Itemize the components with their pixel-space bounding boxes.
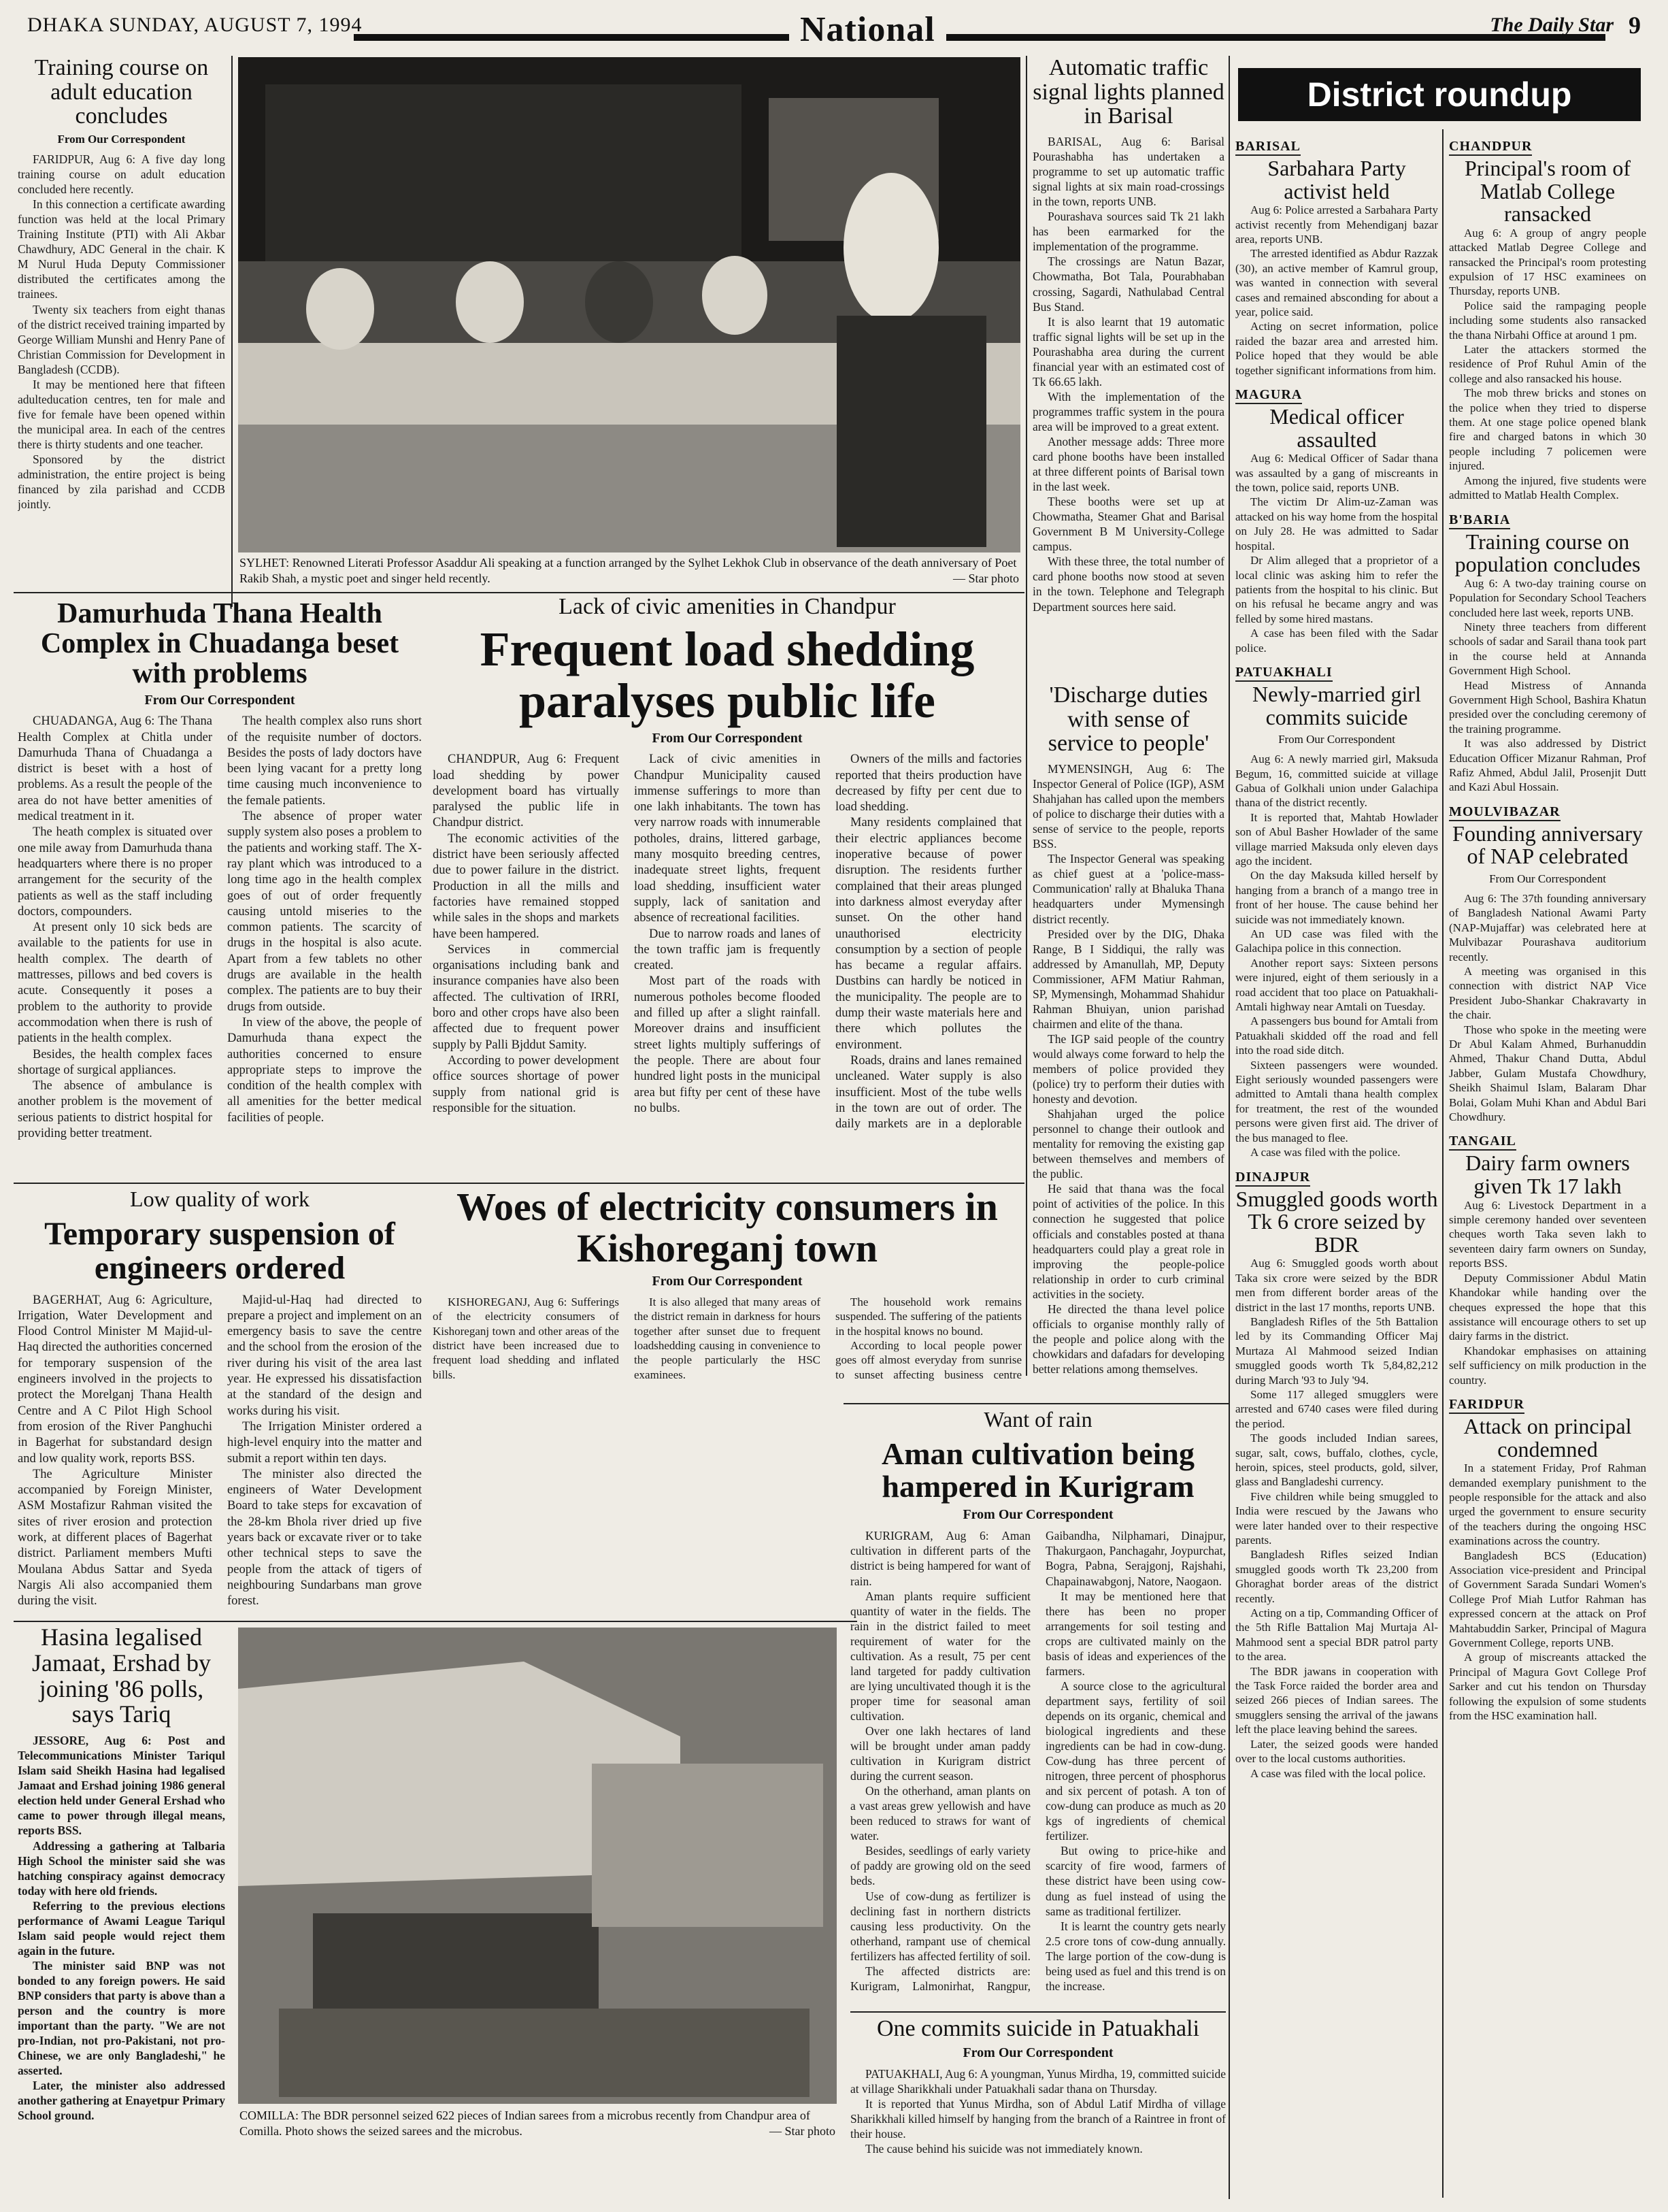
roundup-item-tangail (1449, 1124, 1646, 1387)
story-body (433, 752, 1022, 1146)
headline: Principal's room of Matlab College ransacked (1465, 156, 1631, 227)
byline: From Our Correspondent (1278, 733, 1395, 746)
column-rule (231, 56, 233, 607)
paragraph: The crossings are Natun Bazar, Chowmatha, Bot Tala, Pourabhaban crossing, Sagardi, Nathulabad Central Bus Stand. (1033, 254, 1224, 314)
story-body (1033, 761, 1224, 1376)
paragraph: On the day Maksuda killed herself by hanging from a branch of a mango tree in front of her house. The cause behind her suicide was not immediately known. (1235, 869, 1438, 926)
headline: Dairy farm owners given Tk 17 lakh (1465, 1151, 1630, 1199)
story-body (850, 1528, 1226, 2004)
headline: Training course on adult education concludes (34, 56, 209, 129)
place-label: PATUAKHALI (1235, 665, 1333, 682)
story-body (18, 1293, 422, 1613)
paragraph: Presided over by the DIG, Dhaka Range, B I Siddiqui, the rally was addressed by Amanullah, MP, Deputy Commissioner, AFM Matiur Rahman, SP, Mymensingh, Mohammad Shahidur Rahman Bhuiyan, union parishad chairmen and elite of the thana. (1033, 927, 1224, 1031)
paper-name: The Daily Star (1490, 14, 1614, 36)
story-body (18, 714, 422, 1163)
paragraph: Aug 6: Smuggled goods worth about Taka six crore were seized by the BDR men from different border areas of the district in the last 17 months, reports UNB. (1235, 1257, 1438, 1314)
paragraph: A case was filed with the local police. (1250, 1766, 1426, 1780)
column-rule (1229, 56, 1230, 2199)
paragraph: Pourashava sources said Tk 21 lakh has been earmarked for the implementation of the programme. (1033, 210, 1224, 254)
paragraph: These booths were set up at Chowmatha, Steamer Ghat and Barisal Government B M University-College campus. (1033, 495, 1224, 554)
paragraph: Twenty six teachers from eight thanas of the district received training imparted by George William Munshi and Henry Pane of Christian Commission for Development in Bangladesh (CCDB). (18, 302, 225, 376)
paragraph: A case was filed with the police. (1250, 1146, 1401, 1159)
paragraph: Bangladesh Rifles of the 5th Battalion led by its Commanding Officer Maj Murtaza Al Mahmood seized Indian smuggled goods worth Tk 5,84,82,212 during March '93 to July '94. (1235, 1315, 1438, 1387)
photo-illustration (238, 57, 1020, 552)
roundup-item-patuakhali (1235, 655, 1438, 1160)
section-name: National (789, 10, 946, 50)
kicker: Want of rain (984, 1407, 1092, 1432)
story-body (1449, 891, 1646, 1125)
page-number: 9 (1629, 12, 1641, 39)
paragraph: A case has been filed with the Sadar police. (1235, 627, 1438, 655)
place-label: MAGURA (1235, 387, 1302, 404)
paragraph: The BDR jawans in cooperation with the Task Force raided the border area and seized 266 pieces of Indian sarees. The smugglers sensing the arrival of the jawans left the place leaving behind the sarees. (1235, 1664, 1438, 1736)
paragraph: CHUADANGA, Aug 6: The Thana Health Complex at Chitla under Damurhuda Thana of Chuadanga a district is beset with a host of problems. As a result the people of the area do not have better amenities of medical treatment in it. (18, 714, 212, 824)
paragraph: The health complex also runs short of the requisite number of doctors. Besides the posts of lady doctors have been lying vacant for a pretty long time causing much inconvenience to the female patients. (227, 714, 422, 808)
roundup-item-moulvibazar (1449, 795, 1646, 1125)
paragraph: According to local people power goes off almost everyday from sunrise to sunset affecting business centre (835, 1339, 1022, 1381)
paragraph: Most part of the roads with numerous potholes become flooded and filled up after a slight rainfall. Moreover drains and insufficient street lights multiply sufferings of the people. There are about four hundred light posts in the municipal area but fifty per cent of these have no bulbs. (634, 974, 820, 1115)
paragraph: Lack of civic amenities in Chandpur Municipality caused immense sufferings to more than one lakh inhabitants. The town has very narrow roads with innumerable potholes, drains, littered garbage, many mosquito breeding centres, inadequate street lights, frequent load shedding, insufficient water supply, lack of sanitation and absence of recreational facilities. (634, 753, 820, 925)
comilla-photo-caption (239, 2108, 835, 2139)
paragraph: Majid-ul-Haq had directed to prepare a project and implement on an emergency basis to save the centre and the school from the erosion of the river during his visit of the area last year. He expressed his dissatisfaction at the standard of the design and works during his visit. (227, 1293, 422, 1418)
story-body (1449, 1461, 1646, 1723)
paragraph: Aug 6: A group of angry people attacked Matlab Degree College and ransacked the Principal's room protesting expulsion of 17 HSC examinees on Thursday, reports UNB. (1449, 226, 1646, 298)
paragraph: The Irrigation Minister ordered a high-level enquiry into the matter and submit a report within ten days. (227, 1419, 422, 1466)
headline: Training course on population concludes (1454, 529, 1641, 577)
paragraph: Besides, seedlings of early variety of paddy are growing old on the seed beds. (850, 1844, 1031, 1888)
district-roundup-right-column (1449, 129, 1646, 2198)
paragraph: The IGP said people of the country would always come forward to help the members of police provided they (police) try to perform their duties with honesty and devotion. (1033, 1031, 1224, 1106)
comilla-photo (238, 1628, 837, 2104)
paragraph: KISHOREGANJ, Aug 6: Sufferings of the electricity consumers of Kishoreganj town and other areas of the district have been increased due to frequent load shedding and inflated bills. (433, 1295, 619, 1381)
place-label: DINAJPUR (1235, 1170, 1310, 1187)
story-kurigram (850, 1407, 1226, 2196)
paragraph: JESSORE, Aug 6: Post and Telecommunications Minister Tariqul Islam said Sheikh Hasina had legalised Jamaat and Ershad joining 1986 general election held under General Ershad who came to power through illegal means, reports BSS. (18, 1734, 225, 1838)
headline: Automatic traffic signal lights planned in Barisal (1033, 56, 1224, 129)
paragraph: The absence of proper water supply system also poses a problem to the patients and working staff. The X-ray plant which was introduced to a long time ago in the health complex goes of out of order frequently causing untold miseries to the common patients. The scarcity of drugs in the hospital is also acute. Apart from a few tablets no other drugs are available in the health complex. The patients are to buy their drugs from outside. (227, 810, 422, 1014)
story-patuakhali-suicide (850, 2011, 1226, 2156)
story-body (1033, 134, 1224, 614)
row-rule (844, 1403, 1229, 1404)
story-body (1449, 576, 1646, 795)
paragraph: The economic activities of the district have been seriously affected due to power failure in the district. Production in all the mills and factories have remained stopped while sales in the shops and markets have been hampered. (433, 831, 619, 941)
paragraph: A meeting was organised in this connection with district NAP Vice President Jubo-Shankar Chakravarty in the chair. (1449, 965, 1646, 1022)
headline: Founding anniversary of NAP celebrated (1452, 821, 1643, 869)
paragraph: He directed the thana level police officials to organise monthly rally of the people and police along with the chowkidars and dafadars for developing better relations among themselves. (1033, 1302, 1224, 1376)
roundup-item-barisal (1235, 129, 1438, 378)
sylhet-photo-caption (239, 555, 1019, 586)
paragraph: It was also addressed by District Education Officer Mizanur Rahman, Prof Rafiz Ahmed, Abdul Jalil, Prosenjit Dutt and Kazi Abul Hossain. (1449, 737, 1646, 794)
photo-credit: — Star photo (953, 571, 1019, 585)
district-roundup-left-column (1235, 129, 1438, 2198)
roundup-item-magura (1235, 378, 1438, 655)
paragraph: Use of cow-dung as fertilizer is declining fast in northern districts causing less productivity. On the otherhand, rampant use of chemical fertilizers has affected fertility of soil. (850, 1889, 1031, 1963)
paragraph: Another report says: Sixteen persons were injured, eight of them seriously in a road accident that too place on Patuakhali-Amtali highway near Amtali on Tuesday. (1235, 956, 1438, 1014)
story-body (1235, 752, 1438, 1159)
paragraph: Aug 6: A newly married girl, Maksuda Begum, 16, committed suicide at village Gabua of Golkhali union under Galachipa thana of the district recently. (1235, 753, 1438, 810)
paragraph: Another message adds: Three more card phone booths have been installed at three different points of Barisal town in the last week. (1033, 435, 1224, 494)
paragraph: The goods included Indian sarees, sugar, salt, cows, buffalo, clothes, cycle, heroin, spices, steel products, gold, silver, glass and Bangladeshi currency. (1235, 1432, 1438, 1489)
story-body (18, 1733, 225, 2123)
column-rule (1026, 56, 1027, 1376)
paragraph: It is learnt the country gets nearly 2.5 crore tons of cow-dung annually. The large portion of the cow-dung is being used as fuel and this trend is on the increase. (1046, 1919, 1226, 1993)
paragraph: Many residents complained that their electric appliances become inoperative because of power disruption. The residents further complained that their areas plunged into darkness almost everyday after sunset. On the other hand unauthorised electricity consumption by a section of people has became a regular affairs. Dustbins can hardly be noticed in the municipality. The people are to dump their waste materials here and there which pollutes the environment. (835, 816, 1022, 1052)
place-label: BARISAL (1235, 139, 1301, 156)
paragraph: In this connection a certificate awarding function was held at the local Primary Training Institute (PTI) with Ali Akbar Chawdhury, ADC General in the chair. K M Nurul Huda Deputy Commissioner distributed the certificates among the trainees. (18, 197, 225, 301)
headline: Attack on principal condemned (1463, 1413, 1632, 1462)
paragraph: At present only 10 sick beds are available to the patients for use in health complex. The dearth of mattresses, pillows and bed covers is acute. Consequently it poses a problem to the authority to provide accommodation when there is rush of patients in the health complex. (18, 921, 212, 1046)
paragraph: The affected districts are: Kurigram, Lalmonirhat, Rangpur, Gaibandha, Nilphamari, Dinajpur, Thakurgaon, Panchagahr, Joypurchat, Bogra, Pabna, Serajgonj, Rajshahi, Chapainawabgonj, Natore, Naogaon. (850, 1529, 1226, 1993)
paragraph: Aug 6: Livestock Department in a simple ceremony handed over seventeen cheques worth Taka seven lakh to seventeen dairy farm owners on Sunday, reports BSS. (1449, 1198, 1646, 1270)
paragraph: Bangladesh BCS (Education) Association vice-president and Principal of Government Sarada Sundari Women's College Prof Miah Lutfor Rahman has expressed concern at the attack on Prof Mahtabuddin Sarker, Principal of Magura Government College, reports UNB. (1449, 1549, 1646, 1649)
paragraph: Besides, the health complex faces shortage of surgical appliances. (18, 1047, 212, 1077)
place-label: TANGAIL (1449, 1134, 1516, 1151)
byline: From Our Correspondent (57, 133, 186, 146)
caption-text: SYLHET: Renowned Literati Professor Asaddur Ali speaking at a function arranged by the Sylhet Lekhok Club in observance of the death anniversary of Poet Rakib Shah, a mystic poet and singer held recently. (239, 556, 1017, 585)
paragraph: Aug 6: Police arrested a Sarbahara Party activist recently from Mehendiganj bazar area, reports UNB. (1235, 203, 1438, 246)
roundup-item-chandpur (1449, 129, 1646, 503)
story-adult-education (18, 56, 225, 593)
paragraph: It may be mentioned here that fifteen adulteducation centres, ten for male and five for female have been opened within the municipal area. In each of the centres there is thirty students and one teacher. (18, 377, 225, 451)
paragraph: According to power development office sources shortage of power supply from national grid is responsible for the situation. (433, 1053, 619, 1115)
paragraph: Deputy Commissioner Abdul Matin Khandokar while handing over the cheques expressed the hope that this assistance will encourage others to set up dairy farms in the district. (1449, 1271, 1646, 1343)
caption-text: COMILLA: The BDR personnel seized 622 pieces of Indian sarees from a microbus recently from Chandpur area of Comilla. Photo shows the seized sarees and the microbus. (239, 2109, 810, 2138)
paragraph: Aug 6: The 37th founding anniversary of Bangladesh National Awami Party (NAP-Mujaffar) was celebrated here at Mulvibazar Pourashava auditorium recently. (1449, 891, 1646, 963)
paragraph: Khandokar emphasises on attaining self sufficiency on milk production in the country. (1449, 1344, 1646, 1387)
story-discharge-duties (1033, 683, 1224, 1398)
paragraph: Services in commercial organisations including bank and insurance companies have also been affected. The cultivation of IRRI, boro and other crops have also been affected due to frequent power supply by Palli Bjddut Samity. (433, 942, 619, 1052)
paragraph: A passengers bus bound for Amtali from Patuakhali skidded off the road and fell into the road side ditch. (1235, 1014, 1438, 1057)
paragraph: Five children while being smuggled to India were rescued by the Jawans who were later handed over to their respective parents. (1235, 1489, 1438, 1547)
paragraph: Aug 6: Medical Officer of Sadar thana was assaulted by a gang of miscreants in the town, police said, reports UNB. (1235, 452, 1438, 495)
row-rule (14, 1183, 1024, 1184)
paragraph: CHANDPUR, Aug 6: Frequent load shedding by power development board has virtually paralysed the public life in Chandpur district. (433, 753, 619, 830)
photo-credit: — Star photo (769, 2124, 835, 2138)
paragraph: The Agriculture Minister accompanied by Foreign Minister, ASM Mostafizur Rahman visited the sites of river erosion and protection work, at different places of Bagerhat district. Parliament members Mufti Moulana Abdus Sattar and Syeda Nargis Ali also accompanied them during the visit. (18, 1467, 212, 1608)
paragraph: On the otherhand, aman plants on a vast areas grew yellowish and have been reduced to straws for want of water. (850, 1784, 1031, 1843)
paragraph: A group of miscreants attacked the Principal of Magura Govt College Prof Sarker and cut his tendon on Thursday following the expulsion of some students from the HSC examination hall. (1449, 1651, 1646, 1723)
paragraph: It is reported that, Mahtab Howlader son of Abul Basher Howlader of the same village married Maksuda only eleven days ago the incident. (1235, 810, 1438, 868)
paragraph: The cause behind his suicide was not immediately known. (865, 2142, 1143, 2156)
byline: From Our Correspondent (963, 2045, 1114, 2061)
headline: Hasina legalised Jamaat, Ershad by joining '86 polls, says Tariq (32, 1625, 211, 1728)
byline: From Our Correspondent (652, 1273, 803, 1289)
paragraph: Acting on secret information, police raided the bazar area and arrested him. Police hoped that they would be able together significant informations from him. (1235, 320, 1438, 377)
paragraph: The minister said BNP was not bonded to any foreign powers. He said BNP considers that party is above than a person and the country is more important than the party. "We are not pro-Indian, not pro-Pakistani, not pro-Chinese, we are only Bangladeshi," he asserted. (18, 1958, 225, 2078)
story-body (1235, 451, 1438, 655)
paragraph: Head Mistress of Annanda Government High School, Bashira Khatun presided over the concluding ceremony of the training programme. (1449, 678, 1646, 736)
headline: Woes of electricity consumers in Kishoreganj town (456, 1187, 998, 1270)
story-barisal-traffic (1033, 56, 1224, 668)
paragraph: It is also learnt that 19 automatic traffic signal lights will be set up in the Pourashabha area during the current financial year with an estimated cost of Tk 66.65 lakh. (1033, 314, 1224, 389)
paragraph: BAGERHAT, Aug 6: Agriculture, Irrigation, Water Development and Flood Control Minister M Majid-ul-Haq directed the authorities concerned for temporary suspension of the engineers involved in the projects to protect the Morelganj Thana Health Centre and A C Pilot High School from erosion of the River Panghuchi in Bagerhat for substandard design and low quality work, reports BSS. (18, 1293, 212, 1466)
paragraph: It may be mentioned here that there has been no proper arrangements for soil testing and crops are cultivated mainly on the basis of ideas and experiences of the farmers. (1046, 1589, 1226, 1678)
paragraph: Owners of the mills and factories reported that theirs production have decreased by fifty per cent due to load shedding. (835, 753, 1022, 814)
headline: Newly-married girl commits suicide (1252, 681, 1421, 729)
roundup-item-bbaria (1449, 503, 1646, 795)
paragraph: Over one lakh hectares of land will be brought under aman paddy cultivation in Kurigram district during the current season. (850, 1724, 1031, 1783)
column-rule (1442, 129, 1444, 2198)
paragraph: Aman plants require sufficient quantity of water in the fields. The rain in the district failed to meet requirement of water for the cultivation. As a result, 75 per cent land targeted for paddy cultivation are lying uncultivated though it is the proper time for seasonal aman cultivation. (850, 1589, 1031, 1723)
paragraph: Dr Alim alleged that a proprietor of a local clinic was asking him to refer the patients from the hospital to his clinic. But on his refusal he became angry and was felled by some hired mastans. (1235, 554, 1438, 625)
paragraph: He said that thana was the focal point of activities of the police. In this connection he suggested that police officials and constables posted at thana headquarters could play a great role in improving the people-police relationship in order to curb criminal activities in the society. (1033, 1182, 1224, 1301)
story-body (850, 2066, 1226, 2156)
masthead (27, 10, 1641, 53)
kicker: Lack of civic amenities in Chandpur (558, 594, 896, 619)
paragraph: Later, the minister also addressed another gathering at Enayetpur Primary School ground. (18, 2079, 225, 2123)
place-label: FARIDPUR (1449, 1397, 1524, 1414)
dateline: DHAKA SUNDAY, AUGUST 7, 1994 (27, 14, 363, 36)
paragraph: The heath complex is situated over one mile away from Damurhuda thana headquarters where there is no proper arrangement for the security of the patients as well as the staff including doctors, compounders. (18, 825, 212, 919)
headline: Temporary suspension of engineers ordered (44, 1215, 395, 1287)
paragraph: Roads, drains and lanes remained uncleaned. Water supply is also insufficient. Most of the tube wells in the town are out of order. The daily markets are in a deplorable (835, 1053, 1022, 1132)
story-body (1449, 1198, 1646, 1387)
paragraph: KURIGRAM, Aug 6: Aman cultivation in different parts of the district is being hampered for want of rain. (850, 1529, 1031, 1588)
place-label: MOULVIBAZAR (1449, 804, 1561, 821)
headline: One commits suicide in Patuakhali (876, 2016, 1200, 2042)
byline: From Our Correspondent (963, 1507, 1114, 1523)
paragraph: But owing to price-hike and scarcity of fire wood, farmers of these district have been using cow-dung as fuel instead of using the same as traditional fertilizer. (1046, 1844, 1226, 1918)
roundup-item-faridpur (1449, 1387, 1646, 1723)
byline: From Our Correspondent (1489, 872, 1606, 885)
paragraph: Police said the rampaging people including some students also ransacked the thana Nirbahi Office at around 1 pm. (1449, 299, 1646, 342)
paragraph: Sixteen passengers were wounded. Eight seriously wounded passengers were admitted to Amtali thana health complex for treatment, the rest of the wounded persons were given first aid. The driver of the bus managed to flee. (1235, 1058, 1438, 1144)
paragraph: In view of the above, the people of Damurhuda thana expect the authorities concerned to ensure appropriate steps to improve the condition of the health complex with all amenities for the better medical facilities of people. (227, 1015, 422, 1125)
paragraph: It is reported that Yunus Mirdha, son of Abdul Latif Mirdha of village Sharikkhali killed himself by hanging from the branch of a Raintree in front of their house. (850, 2097, 1226, 2141)
story-body (1235, 1256, 1438, 1781)
paragraph: In a statement Friday, Prof Rahman demanded exemplary punishment to the people responsible for the attack and also urged the government to ensure security of the teachers during the ongoing HSC examinations across the country. (1449, 1462, 1646, 1548)
paragraph: The household work remains suspended. The suffering of the patients in the hospital knows no bound. (835, 1295, 1022, 1338)
paragraph: Ninety three teachers from different schools of sadar and Sarail thana took part in the course held at Annanda Government High School. (1449, 620, 1646, 678)
story-kishoreganj (433, 1187, 1022, 1398)
paragraph: Some 117 alleged smugglers were arrested and 6740 cases were filed during the period. (1235, 1387, 1438, 1430)
story-body (433, 1295, 1022, 1397)
paragraph: Sponsored by the district administration, the entire project is being financed by zila parishad and CCDB jointly. (18, 452, 225, 512)
paragraph: An UD case was filed with the Galachipa police in this connection. (1235, 927, 1438, 955)
paragraph: Aug 6: A two-day training course on Population for Secondary School Teachers concluded here last week, reports UNB. (1449, 576, 1646, 619)
story-body (18, 152, 225, 512)
paragraph: BARISAL, Aug 6: Barisal Pourashabha has undertaken a programme to set up automatic traffic signal lights at six main road-crossings in the town, reports UNB. (1033, 135, 1224, 209)
paragraph: Those who spoke in the meeting were Dr Abul Kalam Ahmed, Burhanuddin Ahmed, Thakur Chand Dutta, Abdul Jabber, Gulam Mustafa Chowdhury, Sheikh Shaimul Islam, Balaram Dhar Bolai, Golam Muhi Khan and Abdul Bari Chowdhury. (1449, 1023, 1646, 1124)
story-damurhuda (18, 599, 422, 1177)
sylhet-photo (238, 57, 1020, 552)
paragraph: A source close to the agricultural department says, fertility of soil depends on its organic, chemical and biological ingredients and these ingredients can be had in cow-dung. Cow-dung has three percent of nitrogen, three percent of phosphorus and six percent of potash. A ton of cow-dung can produce as much as 20 kgs of ingredients of chemical fertilizer. (1046, 1679, 1226, 1843)
paragraph: The victim Dr Alim-uz-Zaman was attacked on his way home from the hospital on July 28. He was admitted to Sadar hospital. (1235, 495, 1438, 552)
masthead-rule (354, 34, 1605, 41)
paragraph: Later, the seized goods were handed over to the local customs authorities. (1235, 1737, 1438, 1766)
kicker: Low quality of work (130, 1187, 310, 1211)
row-rule (14, 1621, 857, 1622)
story-body (1235, 203, 1438, 378)
headline: Frequent load shedding paralyses public life (480, 622, 975, 728)
paragraph: The minister also directed the engineers of Water Development Board to take steps for excavation of the 28-km Bhola river dried up five years back or excavate river or to take other technical steps to save the people from the attack of tigers of neighbouring Sundarbans man grove forest. (227, 1467, 422, 1608)
paragraph: Later the attackers stormed the residence of Prof Ruhul Amin of the college and also ransacked his house. (1449, 343, 1646, 385)
paragraph: Addressing a gathering at Talbaria High School the minister said she was hatching conspiracy against democracy today with here old friends. (18, 1838, 225, 1898)
place-label: CHANDPUR (1449, 139, 1532, 156)
headline: 'Discharge duties with sense of service to people' (1048, 683, 1210, 757)
paragraph: Among the injured, five students were admitted to Matlab Health Complex. (1449, 474, 1646, 502)
story-hasina-tariq (18, 1625, 225, 2196)
paragraph: The arrested identified as Abdur Razzak (30), an active member of Kamrul group, was wanted in connection with several cases and remained absconding for about a year, police said. (1235, 247, 1438, 319)
paragraph: MYMENSINGH, Aug 6: The Inspector General of Police (IGP), ASM Shahjahan has called upon the members of police to discharge their duties with a sense of service to the people, reports BSS. (1033, 762, 1224, 851)
photo-illustration (238, 1628, 837, 2104)
paragraph: Due to narrow roads and lanes of the town traffic jam is frequently created. (634, 927, 820, 973)
byline: From Our Correspondent (652, 731, 803, 746)
paragraph: Acting on a tip, Commanding Officer of the 5th Rifle Battalion Maj Murtaja Al-Mahmood sent a special BDR patrol party to the area. (1235, 1606, 1438, 1664)
roundup-item-dinajpur (1235, 1160, 1438, 1781)
paragraph: Referring to the previous elections performance of Awami League Tariqul Islam said people would reject them again in the future. (18, 1898, 225, 1958)
paragraph: The absence of ambulance is another problem is the movement of serious patients to district hospital for providing better treatment. (18, 1079, 212, 1140)
headline: Medical officer assaulted (1269, 404, 1404, 452)
paragraph: Shahjahan urged the police personnel to change their outlook and mentality for removing the existing gap between themselves and members of the public. (1033, 1107, 1224, 1181)
story-engineers-suspension (18, 1187, 422, 1615)
paragraph: FARIDPUR, Aug 6: A five day long training course on adult education concluded here recently. (18, 152, 225, 197)
paragraph: The mob threw bricks and stones on the police when they tried to disperse them. At one stage police opened blank fire and charged batons in which 30 people including 7 policemen were injured. (1449, 386, 1646, 473)
headline: Sarbahara Party activist held (1267, 156, 1406, 203)
paragraph: Bangladesh Rifles seized Indian smuggled goods worth Tk 23,200 from Ghoraghat border areas of the district recently. (1235, 1548, 1438, 1605)
paragraph: PATUAKHALI, Aug 6: A youngman, Yunus Mirdha, 19, committed suicide at village Sharikkhali under Patuakhali sadar thana on Thursday. (850, 2067, 1226, 2096)
paragraph: The Inspector General was speaking as chief guest at a 'police-mass-Communication' rally at Bhaluka Thana headquarters under Mymensingh district recently. (1033, 852, 1224, 926)
story-chandpur-load-shedding (433, 593, 1022, 1178)
district-roundup-banner: District roundup (1238, 68, 1641, 121)
story-body (1449, 226, 1646, 503)
headline: Aman cultivation being hampered in Kurigram (881, 1436, 1195, 1504)
headline: Damurhuda Thana Health Complex in Chuadanga beset with problems (40, 599, 399, 690)
paragraph: With these three, the total number of card phone booths now stood at seven in the town. Telephone and Telegraph Department sources here said. (1033, 555, 1224, 614)
paragraph: It is also alleged that many areas of the district remain in darkness for hours together after sunset due to frequent loadshedding causing in convenience to the people particularly the HSC examinees. (634, 1295, 820, 1381)
place-label: B'BARIA (1449, 512, 1510, 529)
byline: From Our Correspondent (144, 693, 295, 708)
headline: Smuggled goods worth Tk 6 crore seized by BDR (1235, 1186, 1438, 1257)
paragraph: With the implementation of the programmes traffic system in the poura area will be improved to a great extent. (1033, 389, 1224, 433)
